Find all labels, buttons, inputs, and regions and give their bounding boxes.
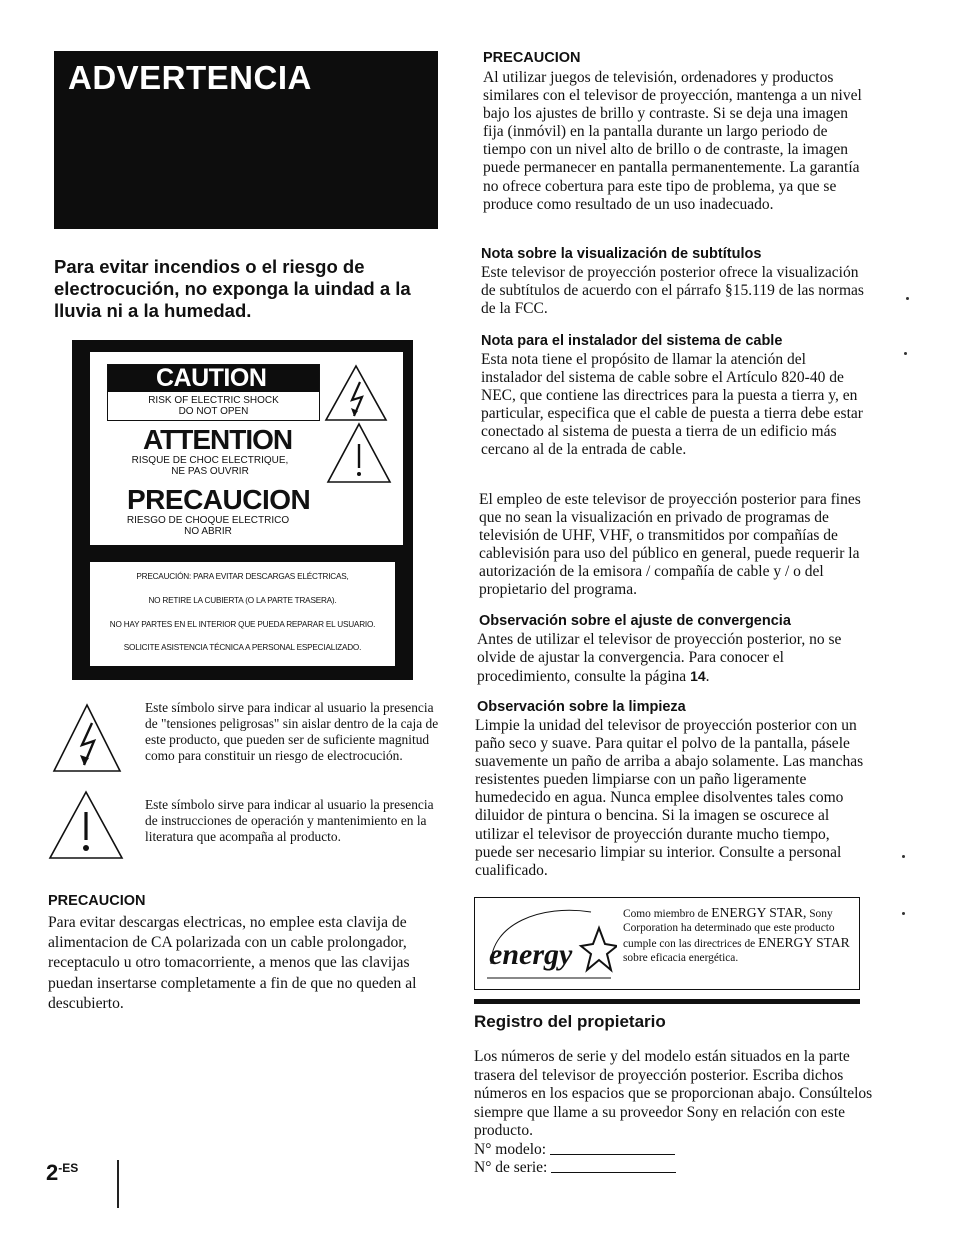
registro-rule <box>474 999 860 1004</box>
advertencia-banner <box>54 51 438 229</box>
model-number-line <box>550 1154 675 1155</box>
exclamation-warning-icon <box>326 422 392 484</box>
caution-lower-line: PRECAUCIÓN: PARA EVITAR DESCARGAS ELÉCTRICAS, <box>136 572 349 581</box>
subtitulos-title: Nota sobre la visualización de subtítulos <box>481 246 762 262</box>
symbol-1-description: Este símbolo sirve para indicar al usuario la presencia de "tensiones peligrosas" sin aislar dentro de la caja de este producto, que pueden ser de suficiente magnitud como para constituir un riesgo de electrocución. <box>145 700 439 763</box>
page-number-rule <box>117 1160 119 1208</box>
page-reference: 14 <box>690 668 706 685</box>
warning-heading: Para evitar incendios o el riesgo de electrocución, no exponga la uindad a la lluvia ni a la humedad. <box>54 256 411 321</box>
caution-label-lower <box>90 562 395 666</box>
exclamation-triangle-icon <box>48 790 124 860</box>
precaucion-label-text: RIESGO DE CHOQUE ELECTRICO NO ABRIR <box>126 515 290 537</box>
scan-speck <box>906 297 909 300</box>
convergencia-title: Observación sobre el ajuste de convergencia <box>479 613 791 629</box>
limpieza-title: Observación sobre la limpieza <box>477 699 686 715</box>
advertencia-title: ADVERTENCIA <box>68 59 312 96</box>
energy-logo-text: energy <box>489 938 573 971</box>
energy-star-text: Como miembro de ENERGY STAR, Sony Corporation ha determinado que este producto cumple con las directrices de ENERGY STAR sobre eficacia energética. <box>623 905 850 964</box>
caution-lower-line: NO HAY PARTES EN EL INTERIOR QUE PUEDA REPARAR EL USUARIO. <box>109 620 376 629</box>
cable-title: Nota para el instalador del sistema de cable <box>481 333 783 349</box>
convergencia-body: Antes de utilizar el televisor de proyección posterior, no se olvide de ajustar la convergencia. Para conocer el procedimiento, consulte la página 14. <box>477 631 842 686</box>
caution-banner <box>107 364 320 421</box>
serial-number-field: N° de serie: <box>474 1159 676 1177</box>
caution-lower-line: SOLICITE ASISTENCIA TÉCNICA A PERSONAL ESPECIALIZADO. <box>123 643 362 652</box>
cable-body-2: El empleo de este televisor de proyección posterior para fines que no sean la visualización en privado de programas de televisión de UHF, VHF, o transmitidos por compañías de cablevisión para uso del público en general, puede requerir la autorización de la emisora / compañía de cable y / o del propietario del programa. <box>479 491 861 599</box>
registro-title: Registro del propietario <box>474 1012 666 1031</box>
precaucion-body: Al utilizar juegos de televisión, ordenadores y productos similares con el televisor de proyección, mantenga a un nivel bajo los ajustes de brillo y contraste. Si se deja una imagen fija (inmóvil) en la pantalla durante un largo periodo de tiempo con un nivel alto de brillo o de contraste, la imagen puede permanecer en pantalla permanentemente. La garantía no ofrece cobertura para este tipo de problema, ya que se produce como resultado de un uso inadecuado. <box>483 69 862 213</box>
precaucion-plug-body: Para evitar descargas electricas, no emplee esta clavija de alimentacion de CA polarizada con un cable prolongador, receptaculo u otro tomacorriente, a menos que las clavijas puedan insertarse completamente a fin de que no queden al descubierto. <box>48 914 417 1012</box>
subtitulos-body: Este televisor de proyección posterior ofrece la visualización de subtítulos de acuerdo con el párrafo §15.119 de las normas de la FCC. <box>481 264 864 318</box>
caution-lower-line: NO RETIRE LA CUBIERTA (O LA PARTE TRASERA). <box>148 596 337 605</box>
attention-text: RISQUE DE CHOC ELECTRIQUE, NE PAS OUVRIR <box>131 455 289 477</box>
precaucion-title: PRECAUCION <box>483 50 581 66</box>
limpieza-body: Limpie la unidad del televisor de proyección posterior con un paño seco y suave. Para quitar el polvo de la pantalla, pásele suavemente un paño de arriba a abajo solamente. Las manchas resistentes pueden limpiarse con un paño ligeramente humedecido en agua. Nunca emplee disolventes tales como diluidor de pintura o bencina. Si la imagen se oscurece al utilizar el televisor de proyección durante mucho tiempo, puede ser necesario limpiar su interior. Consulte a personal cualificado. <box>475 717 864 879</box>
scan-speck <box>902 912 905 915</box>
energy-star-logo <box>481 904 617 984</box>
precaucion-plug-title: PRECAUCION <box>48 893 146 909</box>
scan-speck <box>902 855 905 858</box>
attention-title: ATTENTION <box>143 424 293 455</box>
caution-text: RISK OF ELECTRIC SHOCK DO NOT OPEN <box>148 395 279 417</box>
energy-star-box <box>474 897 860 990</box>
model-number-field: N° modelo: <box>474 1141 675 1159</box>
serial-number-line <box>551 1172 676 1173</box>
caution-title: CAUTION <box>108 365 319 392</box>
lightning-triangle-icon <box>52 703 122 773</box>
lightning-warning-icon <box>324 364 388 422</box>
page-number: $2^{-ES}$ <box>46 1160 79 1185</box>
registro-body: Los números de serie y del modelo están situados en la parte trasera del televisor de proyección posterior. Escriba dichos números en los espacios que se proporcionan abajo. Consúltelos siempre que llame a su proveedor Sony en relación con este producto. <box>474 1048 873 1140</box>
scan-speck <box>904 352 907 355</box>
precaucion-label-title: PRECAUCION <box>127 484 311 515</box>
symbol-2-description: Este símbolo sirve para indicar al usuario la presencia de instrucciones de operación y mantenimiento en la literatura que acompaña al producto. <box>145 797 434 844</box>
cable-body-1: Esta nota tiene el propósito de llamar la atención del instalador del sistema de cable sobre el Artículo 820-40 de NEC, que contiene las directrices para la puesta a tierra y, en particular, especifica que el cable de puesta a tierra debe estar conectado al sistema de puesta a tierra de un edificio más cercano al de la entrada de cable. <box>481 351 863 459</box>
